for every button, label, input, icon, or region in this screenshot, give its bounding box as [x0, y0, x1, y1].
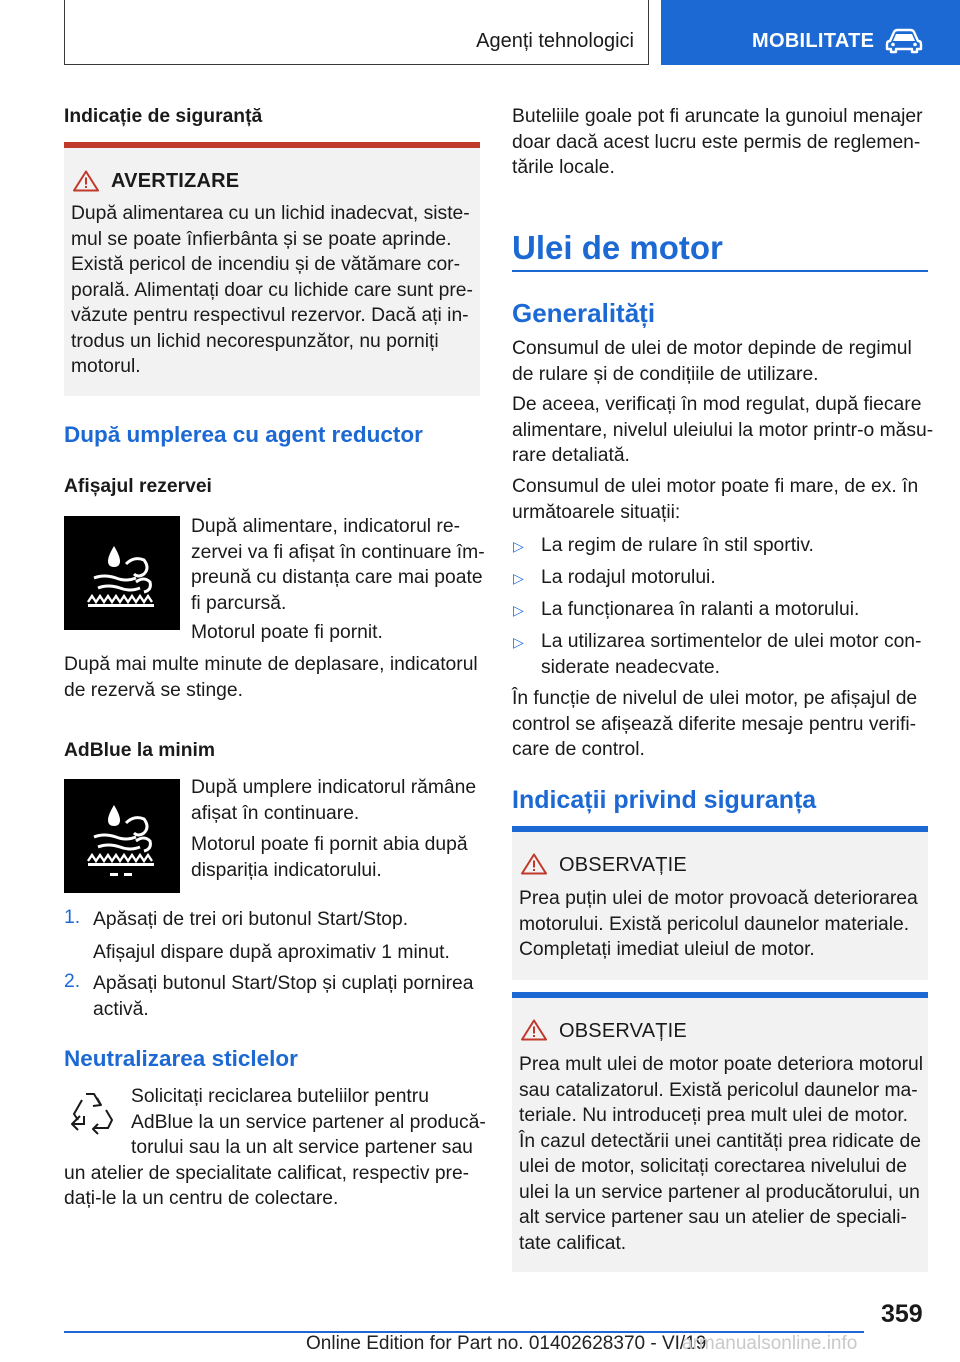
bullet-triangle-icon: ▷: [513, 538, 524, 554]
notice-line: Prea puțin ulei de motor provoacă deteriorarea: [519, 888, 918, 909]
reserve-text-line: preună cu distanța care mai poate: [191, 567, 483, 588]
adblue-indicator-icon: [64, 516, 180, 630]
warning-line: văzute pentru respectivul rezervor. Dacă ați in-: [71, 305, 469, 326]
car-icon: [884, 28, 924, 54]
reserve-after-line: de rezervă se stinge.: [64, 679, 243, 701]
adblue-text-line: După umplere indicatorul rămâne: [191, 777, 477, 798]
recycling-icon: [64, 1086, 120, 1142]
general-p3: Consumul de ulei motor poate fi mare, de ex. în: [512, 476, 919, 497]
general-p4: control se afișează diferite mesaje pentru verifi-: [512, 713, 917, 735]
notice-line: alt service partener sau un atelier de speciali-: [519, 1207, 907, 1228]
bullet-text: La funcționarea în ralanti a motorului.: [541, 599, 860, 620]
warning-line: trodus un lichid necorespunzător, nu porniți: [71, 330, 439, 352]
warning-title: AVERTIZARE: [111, 170, 240, 192]
notice-box-1: [512, 826, 928, 980]
intro-line: Buteliile goale pot fi aruncate la gunoiul menajer: [512, 106, 923, 127]
warning-triangle-icon: [521, 853, 547, 875]
bullet-triangle-icon: ▷: [513, 570, 524, 586]
warning-triangle-icon: [73, 170, 99, 192]
section-title-reductor: După umplerea cu agent reductor: [64, 422, 423, 447]
header-chapter-tab: [661, 0, 960, 65]
notice-line: teriale. Nu introduceți prea mult ulei de motor.: [519, 1105, 909, 1126]
general-p4: În funcție de nivelul de ulei motor, pe afișajul de: [512, 688, 918, 709]
header-section-label: Agenți tehnologici: [476, 30, 634, 52]
step-text: activă.: [93, 998, 149, 1020]
reserve-heading: Afișajul rezervei: [64, 476, 212, 497]
general-p2: alimentare, nivelul uleiului la motor printr-o măsu-: [512, 419, 934, 441]
general-p1: de rulare și de condițiile de utilizare.: [512, 363, 819, 385]
step-text: Apăsați butonul Start/Stop și cuplați pornirea: [93, 973, 474, 994]
notice-line: sau catalizatorul. Există pericolul daunelor ma-: [519, 1079, 918, 1101]
bullet-triangle-icon: ▷: [513, 602, 524, 618]
notice-title: OBSERVAȚIE: [559, 1020, 687, 1042]
adblue-heading: AdBlue la minim: [64, 740, 216, 761]
footer-edition: Online Edition for Part no. 01402628370 - VI/19: [306, 1333, 707, 1354]
notice-line: Prea mult ulei de motor poate deteriora motorul: [519, 1054, 924, 1075]
warning-triangle-icon: [521, 1019, 547, 1041]
intro-line: doar dacă acest lucru este permis de reglemen-: [512, 131, 921, 153]
warning-line: motorul.: [71, 356, 141, 377]
general-p1: Consumul de ulei de motor depinde de regimul: [512, 338, 912, 359]
step-number: 2.: [64, 971, 81, 992]
page-number: 359: [881, 1300, 923, 1328]
warning-bar: [64, 142, 480, 148]
warning-line: mul se poate înfierbânta și se poate aprinde.: [71, 228, 452, 250]
general-p4: care de control.: [512, 739, 645, 760]
warning-line: După alimentarea cu un lichid inadecvat, siste-: [71, 203, 470, 224]
step-text: Apăsați de trei ori butonul Start/Stop.: [93, 909, 409, 930]
notice-bar: [512, 826, 928, 832]
reserve-text-line: zervei va fi afișat în continuare îm-: [191, 541, 485, 563]
adblue-text-line: afișat în continuare.: [191, 802, 360, 824]
reserve-note: Motorul poate fi pornit.: [191, 622, 383, 643]
warning-line: porală. Alimentați doar cu lichide care sunt pre-: [71, 279, 473, 301]
disposal-text-line: un atelier de specialitate calificat, respectiv pre-: [64, 1162, 470, 1184]
general-p2: rare detaliată.: [512, 445, 630, 466]
bullet-text: La regim de rulare în stil sportiv.: [541, 535, 814, 556]
header-chapter-label: MOBILITATE: [752, 30, 875, 52]
notice-line: În cazul detectării unei cantități prea ridicate de: [519, 1130, 921, 1152]
bullet-text: La utilizarea sortimentelor de ulei motor con-: [541, 631, 922, 652]
safety-heading: Indicație de siguranță: [64, 106, 263, 127]
adblue-min-indicator-icon: [64, 779, 180, 893]
title-rule: [512, 270, 928, 272]
footer-watermark: armanualsonline.info: [682, 1333, 858, 1354]
step-number: 1.: [64, 907, 81, 928]
notice-line: tate calificat.: [519, 1232, 627, 1254]
general-title: Generalități: [512, 298, 656, 328]
notice-line: motorului. Există pericolul daunelor materiale.: [519, 913, 910, 935]
warning-box: [64, 142, 480, 396]
main-title: Ulei de motor: [512, 229, 723, 266]
adblue-note-line: Motorul poate fi pornit abia după: [191, 834, 468, 855]
bullet-text: siderate neadecvate.: [541, 656, 721, 678]
reserve-text-line: fi parcursă.: [191, 592, 287, 614]
notice-bar: [512, 992, 928, 998]
general-p2: De aceea, verificați în mod regulat, după fiecare: [512, 394, 922, 415]
notice-title: OBSERVAȚIE: [559, 854, 687, 876]
disposal-text-line: Solicitați reciclarea buteliilor pentru: [131, 1086, 429, 1107]
notice-line: ulei de motor, solicitați corectarea nivelului de: [519, 1156, 907, 1177]
bullet-text: La rodajul motorului.: [541, 567, 716, 588]
disposal-text-line: torului sau la un alt service partener sau: [131, 1137, 473, 1158]
general-p3: următoarele situații:: [512, 501, 681, 523]
notice-line: ulei la un service partener al producătorului, un: [519, 1181, 920, 1203]
disposal-text-line: dați-le la un centru de colectare.: [64, 1188, 339, 1209]
disposal-text-line: AdBlue la un service partener al producă-: [131, 1111, 486, 1133]
reserve-after-line: După mai multe minute de deplasare, indicatorul: [64, 654, 478, 675]
header-section-tab: [64, 0, 649, 65]
section-title-disposal: Neutralizarea sticlelor: [64, 1046, 298, 1071]
notice-box-2: [512, 992, 928, 1272]
safety-title: Indicații privind siguranța: [512, 786, 817, 814]
adblue-note-line: dispariția indicatorului.: [191, 859, 382, 881]
reserve-indicator-image: [64, 516, 180, 630]
bullet-triangle-icon: ▷: [513, 634, 524, 650]
reserve-text-line: După alimentare, indicatorul re-: [191, 516, 460, 537]
step-text: Afișajul dispare după aproximativ 1 minut.: [93, 942, 450, 963]
adblue-min-indicator-image: [64, 779, 180, 893]
notice-line: Completați imediat uleiul de motor.: [519, 939, 815, 960]
intro-line: tările locale.: [512, 157, 615, 178]
warning-line: Există pericol de incendiu și de vătămare cor-: [71, 254, 461, 275]
